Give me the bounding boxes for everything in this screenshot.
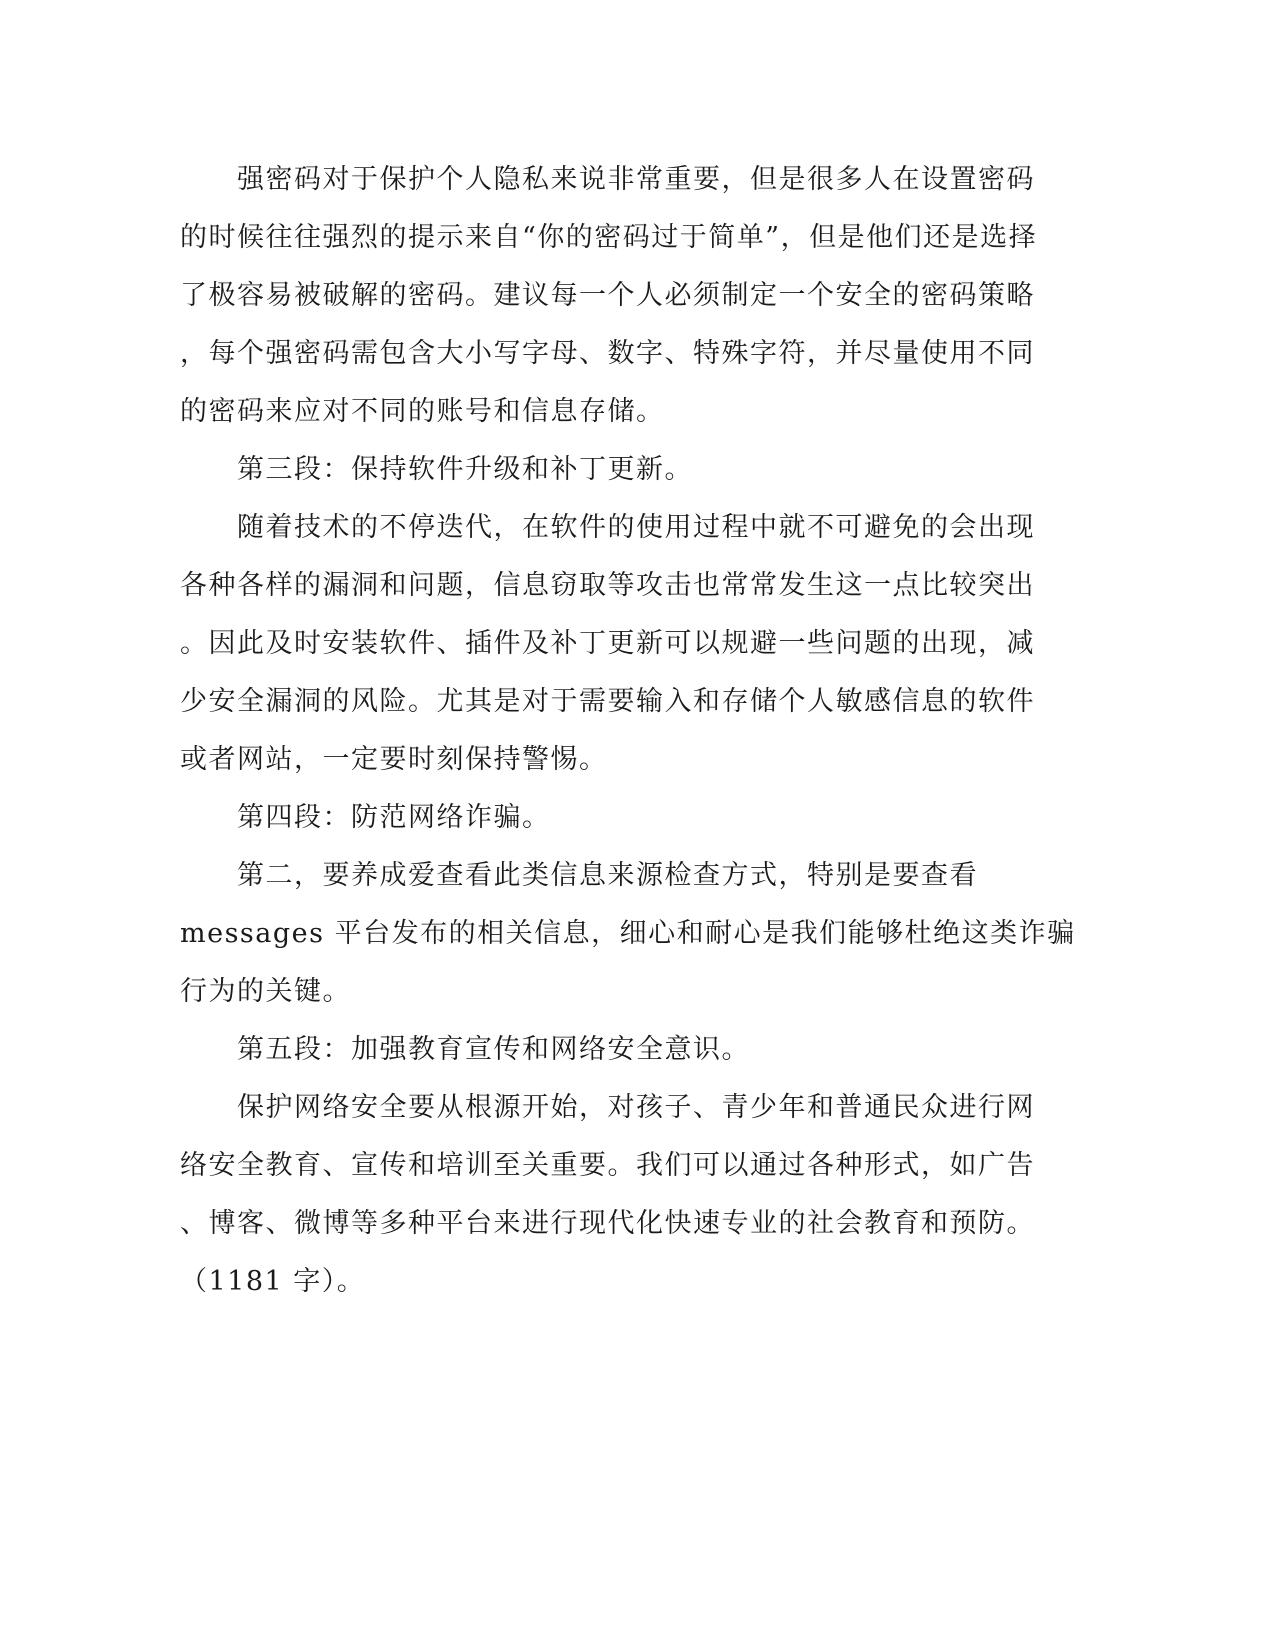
- word-count-note: （1181 字）。: [180, 1266, 366, 1297]
- text-line: 强密码对于保护个人隐私来说非常重要，但是很多人在设置密码: [180, 164, 1035, 195]
- text-line: 行为的关键。: [180, 976, 351, 1007]
- text-line: 或者网站，一定要时刻保持警惕。: [180, 744, 608, 775]
- text-line: 的时候往往强烈的提示来自“你的密码过于简单”，但是他们还是选择: [180, 222, 1038, 253]
- section-heading: 第三段：保持软件升级和补丁更新。: [180, 454, 693, 485]
- text-line: 各种各样的漏洞和问题，信息窃取等攻击也常常发生这一点比较突出: [180, 570, 1035, 601]
- text-line: 。因此及时安装软件、插件及补丁更新可以规避一些问题的出现，减: [180, 628, 1035, 659]
- text-line: 了极容易被破解的密码。建议每一个人必须制定一个安全的密码策略: [180, 280, 1035, 311]
- text-line: ，每个强密码需包含大小写字母、数字、特殊字符，并尽量使用不同: [180, 338, 1035, 369]
- text-line: 随着技术的不停迭代，在软件的使用过程中就不可避免的会出现: [180, 512, 1035, 543]
- text-line: messages 平台发布的相关信息，细心和耐心是我们能够杜绝这类诈骗: [180, 918, 1076, 949]
- text-line: 第二，要养成爱查看此类信息来源检查方式，特别是要查看: [180, 860, 978, 891]
- text-line: 保护网络安全要从根源开始，对孩子、青少年和普通民众进行网: [180, 1092, 1035, 1123]
- section-heading: 第四段：防范网络诈骗。: [180, 802, 551, 833]
- text-line: 少安全漏洞的风险。尤其是对于需要输入和存储个人敏感信息的软件: [180, 686, 1035, 717]
- text-line: 络安全教育、宣传和培训至关重要。我们可以通过各种形式，如广告: [180, 1150, 1035, 1181]
- text-line: 的密码来应对不同的账号和信息存储。: [180, 396, 665, 427]
- text-line: 、博客、微博等多种平台来进行现代化快速专业的社会教育和预防。: [180, 1208, 1035, 1239]
- section-heading: 第五段：加强教育宣传和网络安全意识。: [180, 1034, 750, 1065]
